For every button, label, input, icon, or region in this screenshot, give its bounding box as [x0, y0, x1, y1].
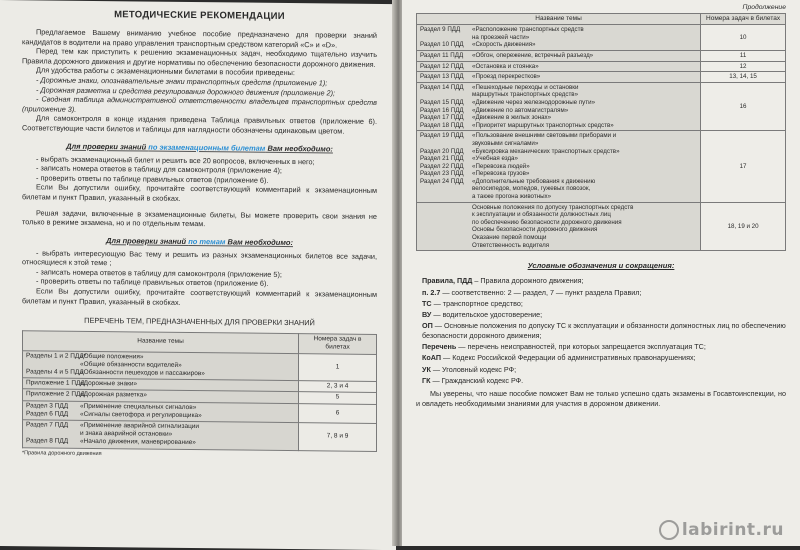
topics-list-title: ПЕРЕЧЕНЬ ТЕМ, ПРЕДНАЗНАЧЕННЫХ ДЛЯ ПРОВЕРКИ ЗНАНИЙ: [84, 316, 315, 328]
topics-heading: Для проверки знаний по темам Вам необходимо:: [105, 235, 293, 247]
section-label: Раздел 17 ПДД: [420, 114, 464, 122]
topic-name: «Обгон, опережение, встречный разъезд»: [472, 51, 594, 59]
topics-table-continued: [416, 13, 786, 251]
topic-name: и знака аварийной остановки»: [80, 430, 173, 439]
watermark-logo: labirint.ru: [659, 520, 784, 540]
task-numbers-cell: 6: [299, 403, 377, 423]
abbreviation-term: КоАП: [422, 353, 442, 363]
abbreviations-title: Условные обозначения и сокращения:: [527, 261, 675, 271]
topic-name: «Буксировка механических транспортных средств»: [472, 147, 620, 155]
topic-name: Основы безопасности дорожного движения: [472, 226, 598, 234]
abbreviation-item: [422, 321, 786, 340]
section-label: Приложение 1 ПДД: [26, 379, 85, 388]
footnote: *Правила дорожного движения: [22, 449, 102, 457]
intro-paragraph-1: Предлагаемое Вашему вниманию учебное пособие предназначено для проверки знаний кандидатов в водители на право управления транспортным средством категорий «С» и «D».: [22, 27, 377, 50]
solving-text: Решая задачи, включенные в экзаменационные билеты, Вы можете проверить свои знания не только в режиме экзамена, но и по отдельным темам.: [22, 207, 377, 229]
right-page-content: [416, 4, 786, 408]
left-page-content: [22, 8, 377, 459]
section-label: Раздел 10 ПДД: [420, 41, 464, 49]
topic-cell: [417, 72, 701, 83]
table-row: [23, 420, 377, 451]
table-row: [417, 25, 786, 51]
section-label: Раздел 9 ПДД: [420, 26, 461, 34]
table-row: [417, 82, 786, 131]
topic-name: «Скорость движения»: [472, 41, 536, 49]
topic-name: маршрутных транспортных средств»: [472, 91, 579, 99]
topic-name: «Расположение транспортных средств: [472, 26, 584, 34]
topic-name: «Пользование внешними световыми приборами и: [472, 132, 617, 140]
task-numbers-cell: 18, 19 и 20: [701, 202, 786, 251]
section-label: Раздел 14 ПДД: [420, 83, 464, 91]
section-label: Раздел 16 ПДД: [420, 106, 464, 114]
topic-name: «Начало движения, маневрирование»: [80, 438, 196, 447]
section-label: Разделы 4 и 5 ПДД: [26, 368, 84, 376]
section-label: Разделы 1 и 2 ПДД*: [26, 351, 87, 360]
abbreviation-item: [422, 288, 786, 297]
topic-name: Основные положения по допуску транспортных средств: [472, 203, 634, 211]
topic-name: на проезжей части»: [472, 33, 530, 41]
abbreviation-item: [422, 353, 786, 362]
topic-name: «Проезд перекрестков»: [472, 73, 541, 81]
topic-name: «Перевозка грузов»: [472, 170, 530, 178]
topic-cell: [417, 61, 701, 72]
convenience-text: Для удобства работы с экзаменационными билетами в пособии приведены:: [36, 65, 295, 78]
topic-name: «Движение через железнодорожные пути»: [472, 98, 596, 106]
closing-paragraph: Мы уверены, что наше пособие поможет Вам не только успешно сдать экзамены в Госавтоинспекции, но и овладеть необходимыми знаниями для участия в дорожном движении.: [416, 389, 786, 408]
right-page: [402, 0, 800, 546]
abbreviation-term: ОП: [422, 321, 433, 331]
topic-cell: [23, 350, 299, 381]
mistake-text: Если Вы допустили ошибку, прочитайте соответствующий комментарий к экзаменационным билетам и пункт Правил, указанный в скобках.: [22, 182, 377, 203]
topic-name: велосипедов, мопедов, гужевых повозок,: [472, 185, 591, 193]
mistake-text: Если Вы допустили ошибку, прочитайте соответствующий комментарий к экзаменационным билетам и пункт Правил, указанный в скобках.: [22, 286, 377, 307]
task-numbers-cell: 16: [701, 82, 786, 131]
abbreviation-definition: — Гражданский кодекс РФ.: [430, 375, 524, 385]
topic-name: «Движение в жилых зонах»: [472, 114, 552, 122]
col-header-numbers: Номера задач в билетах: [299, 334, 377, 354]
topic-name: Ответственность водителя: [472, 241, 550, 249]
section-label: Раздел 23 ПДД: [420, 170, 464, 178]
task-numbers-cell: 13, 14, 15: [701, 72, 786, 83]
task-numbers-cell: 7, 8 и 9: [299, 423, 377, 451]
abbreviation-item: [422, 276, 786, 285]
section-label: Раздел 24 ПДД: [420, 177, 464, 185]
left-page: [0, 0, 396, 550]
task-numbers-cell: 1: [299, 353, 377, 381]
step-item: - записать номера ответов в таблицу для самоконтроля (приложение 4);: [36, 163, 282, 176]
col-header-topic: Название темы: [23, 331, 299, 353]
abbreviation-term: УК: [422, 364, 431, 374]
topic-name: «Приоритет маршрутных транспортных средств»: [472, 121, 614, 129]
intro-paragraph-2: Перед тем как приступить к решению экзаменационных задач, необходимо тщательно изучить Правила дорожного движения и другие нормативы по обеспечению безопасности дорожного движения.: [22, 46, 377, 69]
section-label: [26, 360, 80, 361]
topic-name: «Общие обязанности водителей»: [80, 360, 182, 369]
abbreviation-term: Перечень: [422, 342, 457, 352]
appendix-item: - Дорожная разметка и средства регулирования дорожного движения (приложение 2);: [36, 84, 336, 98]
abbreviation-definition: — водительское удостоверение;: [431, 310, 543, 320]
step-item: - выбрать экзаменационный билет и решить все 20 вопросов, включенных в него;: [36, 153, 315, 166]
section-label: [26, 430, 80, 431]
section-label: Раздел 6 ПДД: [26, 410, 69, 418]
section-label: Раздел 12 ПДД: [420, 62, 464, 70]
step-item: - записать номера ответов в таблицу для самоконтроля (приложение 5);: [36, 267, 282, 279]
task-numbers-cell: 12: [701, 61, 786, 72]
abbreviation-definition: — соответственно: 2 — раздел, 7 — пункт раздела Правил;: [440, 287, 642, 297]
section-label: Раздел 21 ПДД: [420, 155, 464, 163]
section-label: Раздел 8 ПДД: [26, 437, 69, 446]
task-numbers-cell: 2, 3 и 4: [299, 381, 377, 393]
topic-name: «Обязанности пешеходов и пассажиров»: [80, 368, 205, 378]
topics-table: [22, 330, 377, 451]
section-label: Раздел 3 ПДД: [26, 401, 69, 410]
abbreviation-definition: — Кодекс Российской Федерации об административных правонарушениях;: [441, 353, 696, 363]
topic-name: «Применение специальных сигналов»: [80, 402, 197, 411]
continuation-label: Продолжение: [742, 4, 786, 11]
topic-name: к эксплуатации и обязанности должностных лиц: [472, 211, 611, 219]
topic-cell: [417, 82, 701, 131]
topic-name: «Общие положения»: [80, 352, 144, 361]
topic-name: а также прогона животных»: [472, 193, 552, 201]
section-label: Приложение 2 ПДД: [26, 390, 85, 399]
section-label: Раздел 20 ПДД: [420, 147, 464, 155]
topic-name: «Дорожные знаки»: [80, 380, 138, 388]
topic-cell: [417, 25, 701, 51]
abbreviation-definition: — перечень неисправностей, при которых запрещается эксплуатация ТС;: [456, 342, 706, 352]
abbreviation-term: ВУ: [422, 310, 432, 320]
section-label: Раздел 11 ПДД: [420, 51, 464, 59]
page-title: МЕТОДИЧЕСКИЕ РЕКОМЕНДАЦИИ: [114, 9, 285, 22]
step-item: - проверить ответы по таблице правильных ответов (приложение 6).: [36, 276, 269, 289]
table-row: [417, 61, 786, 72]
topic-cell: [417, 131, 701, 202]
abbreviation-item: [422, 342, 786, 351]
topic-name: по обеспечению безопасности дорожного движения: [472, 218, 622, 226]
step-item: - выбрать интересующую Вас тему и решить из разных экзаменационных билетов все задачи, относящиеся к этой теме ;: [22, 248, 377, 268]
abbreviation-definition: — Основные положения по допуску ТС к эксплуатации и обязанности должностных лиц по обеспечению безопасности дорожного движения;: [422, 321, 786, 340]
section-label: Раздел 22 ПДД: [420, 162, 464, 170]
exam-tickets-heading: Для проверки знаний по экзаменационным билетам Вам необходимо:: [66, 141, 333, 154]
topic-cell: [23, 420, 299, 451]
topic-name: Оказание первой помощи: [472, 234, 547, 242]
appendix-item: - Сводная таблица административной ответственности владельцев транспортных средств (приложение 3).: [22, 94, 377, 114]
abbreviation-term: ТС: [422, 298, 432, 308]
section-label: Раздел 7 ПДД: [26, 421, 69, 429]
topic-name: звуковыми сигналами»: [472, 139, 539, 147]
abbreviation-item: [422, 310, 786, 319]
selfcheck-text: Для самоконтроля в конце издания приведена Таблица правильных ответов (приложение 6). Соответствующие части билетов и таблицы для наглядности обозначены одинаковым цветом.: [22, 113, 377, 136]
topic-name: «Остановка и стоянка»: [472, 62, 539, 70]
abbreviation-term: п. 2.7: [422, 287, 441, 297]
abbreviations-list: [416, 276, 786, 385]
appendix-item: - Дорожные знаки, опознавательные знаки транспортных средств (приложение 1);: [36, 75, 328, 88]
topic-cell: [417, 202, 701, 251]
abbreviation-item: [422, 376, 786, 385]
abbreviation-item: [422, 365, 786, 374]
topic-name: «Дорожная разметка»: [80, 391, 147, 400]
section-label: Раздел 19 ПДД: [420, 132, 464, 140]
abbreviation-term: ГК: [422, 375, 431, 385]
abbreviation-term: Правила, ПДД: [422, 276, 473, 286]
topic-name: «Дополнительные требования к движению: [472, 177, 596, 185]
topic-name: «Перевозка людей»: [472, 162, 530, 170]
section-label: Раздел 13 ПДД: [420, 73, 464, 81]
table-row: [417, 50, 786, 61]
topic-name: «Применение аварийной сигнализации: [80, 421, 200, 431]
topic-name: «Сигналы светофора и регулировщика»: [80, 410, 202, 419]
task-numbers-cell: 10: [701, 25, 786, 51]
section-label: Раздел 15 ПДД: [420, 98, 464, 106]
table-row: [417, 131, 786, 202]
table-row: [417, 72, 786, 83]
section-label: Раздел 18 ПДД: [420, 121, 464, 129]
table-row: [417, 202, 786, 251]
abbreviation-definition: — Уголовный кодекс РФ;: [430, 364, 517, 374]
table-row: [23, 350, 377, 381]
topic-name: «Пешеходные переходы и остановки: [472, 83, 579, 91]
task-numbers-cell: 17: [701, 131, 786, 202]
col-header-topic: Название темы: [417, 14, 701, 25]
topic-name: «Движение по автомагистралям»: [472, 106, 569, 114]
step-item: - проверить ответы по таблице правильных ответов (приложение 6).: [36, 173, 269, 185]
col-header-numbers: Номера задач в билетах: [701, 14, 786, 25]
abbreviation-item: [422, 299, 786, 308]
topic-name: «Учебная езда»: [472, 155, 518, 163]
task-numbers-cell: 5: [299, 392, 377, 404]
abbreviation-definition: – Правила дорожного движения;: [472, 276, 584, 286]
task-numbers-cell: 11: [701, 50, 786, 61]
topic-cell: [417, 50, 701, 61]
abbreviation-definition: — транспортное средство;: [431, 298, 523, 308]
